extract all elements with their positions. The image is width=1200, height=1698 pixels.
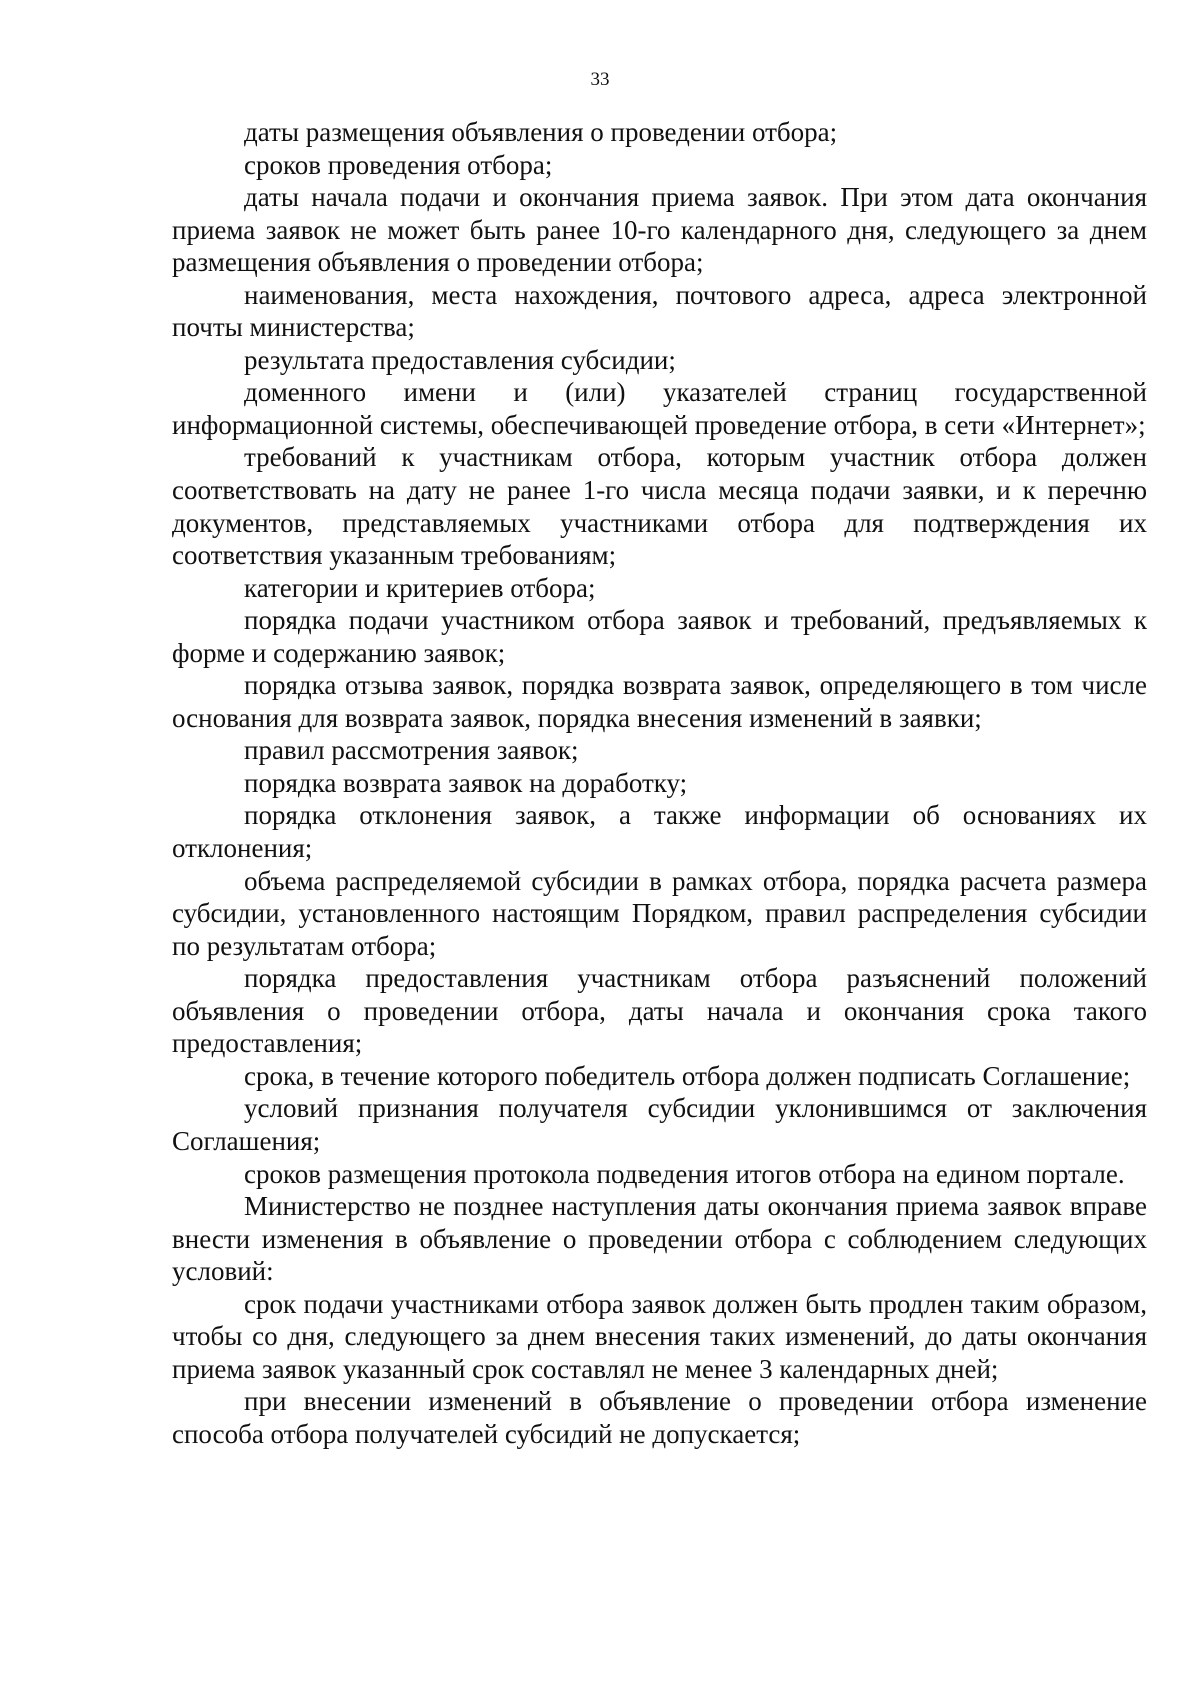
paragraph: срок подачи участниками отбора заявок должен быть продлен таким образом, чтобы со дня, следующего за днем внесения таких изменений, до даты окончания приема заявок указанный срок составлял не менее 3 календарных дней;	[172, 1288, 1147, 1384]
paragraph: при внесении изменений в объявление о проведении отбора изменение способа отбора получателей субсидий не допускается;	[172, 1386, 1147, 1449]
paragraph: результата предоставления субсидии;	[244, 344, 676, 375]
paragraph: правил рассмотрения заявок;	[244, 735, 579, 766]
paragraph: условий признания получателя субсидии уклонившимся от заключения Соглашения;	[172, 1093, 1147, 1156]
paragraph: порядка подачи участником отбора заявок и требований, предъявляемых к форме и содержанию заявок;	[172, 605, 1147, 668]
paragraph: даты размещения объявления о проведении отбора;	[244, 117, 838, 147]
paragraph: доменного имени и (или) указателей страниц государственной информационной системы, обеспечивающей проведение отбора, в сети «Интернет»;	[172, 377, 1147, 440]
document-body	[172, 116, 1147, 1450]
paragraph: срока, в течение которого победитель отбора должен подписать Соглашение;	[244, 1060, 1131, 1091]
paragraph: требований к участникам отбора, которым участник отбора должен соответствовать на дату не ранее 1-го числа месяца подачи заявки, и к перечню документов, представляемых участниками отбора для подтверждения их соответствия указанным требованиям;	[172, 442, 1147, 571]
paragraph: категории и критериев отбора;	[244, 572, 596, 603]
page-number: 33	[590, 69, 610, 90]
paragraph: наименования, места нахождения, почтового адреса, адреса электронной почты министерства;	[172, 279, 1147, 343]
paragraph: Министерство не позднее наступления даты окончания приема заявок вправе внести изменения в объявление о проведении отбора с соблюдением следующих условий:	[172, 1191, 1147, 1287]
paragraph: порядка предоставления участникам отбора разъяснений положений объявления о проведении отбора, даты начала и окончания срока такого предоставления;	[172, 963, 1147, 1059]
paragraph: объема распределяемой субсидии в рамках отбора, порядка расчета размера субсидии, установленного настоящим Порядком, правил распределения субсидии по результатам отбора;	[172, 865, 1147, 961]
paragraph: порядка отзыва заявок, порядка возврата заявок, определяющего в том числе основания для возврата заявок, порядка внесения изменений в заявки;	[172, 670, 1147, 733]
paragraph: сроков проведения отбора;	[244, 149, 553, 180]
paragraph: порядка отклонения заявок, а также информации об основаниях их отклонения;	[172, 800, 1147, 864]
paragraph: сроков размещения протокола подведения итогов отбора на едином портале.	[244, 1158, 1125, 1189]
paragraph: порядка возврата заявок на доработку;	[244, 767, 688, 798]
paragraph: даты начала подачи и окончания приема заявок. При этом дата окончания приема заявок не может быть ранее 10-го календарного дня, следующего за днем размещения объявления о проведении отбора;	[172, 182, 1147, 278]
